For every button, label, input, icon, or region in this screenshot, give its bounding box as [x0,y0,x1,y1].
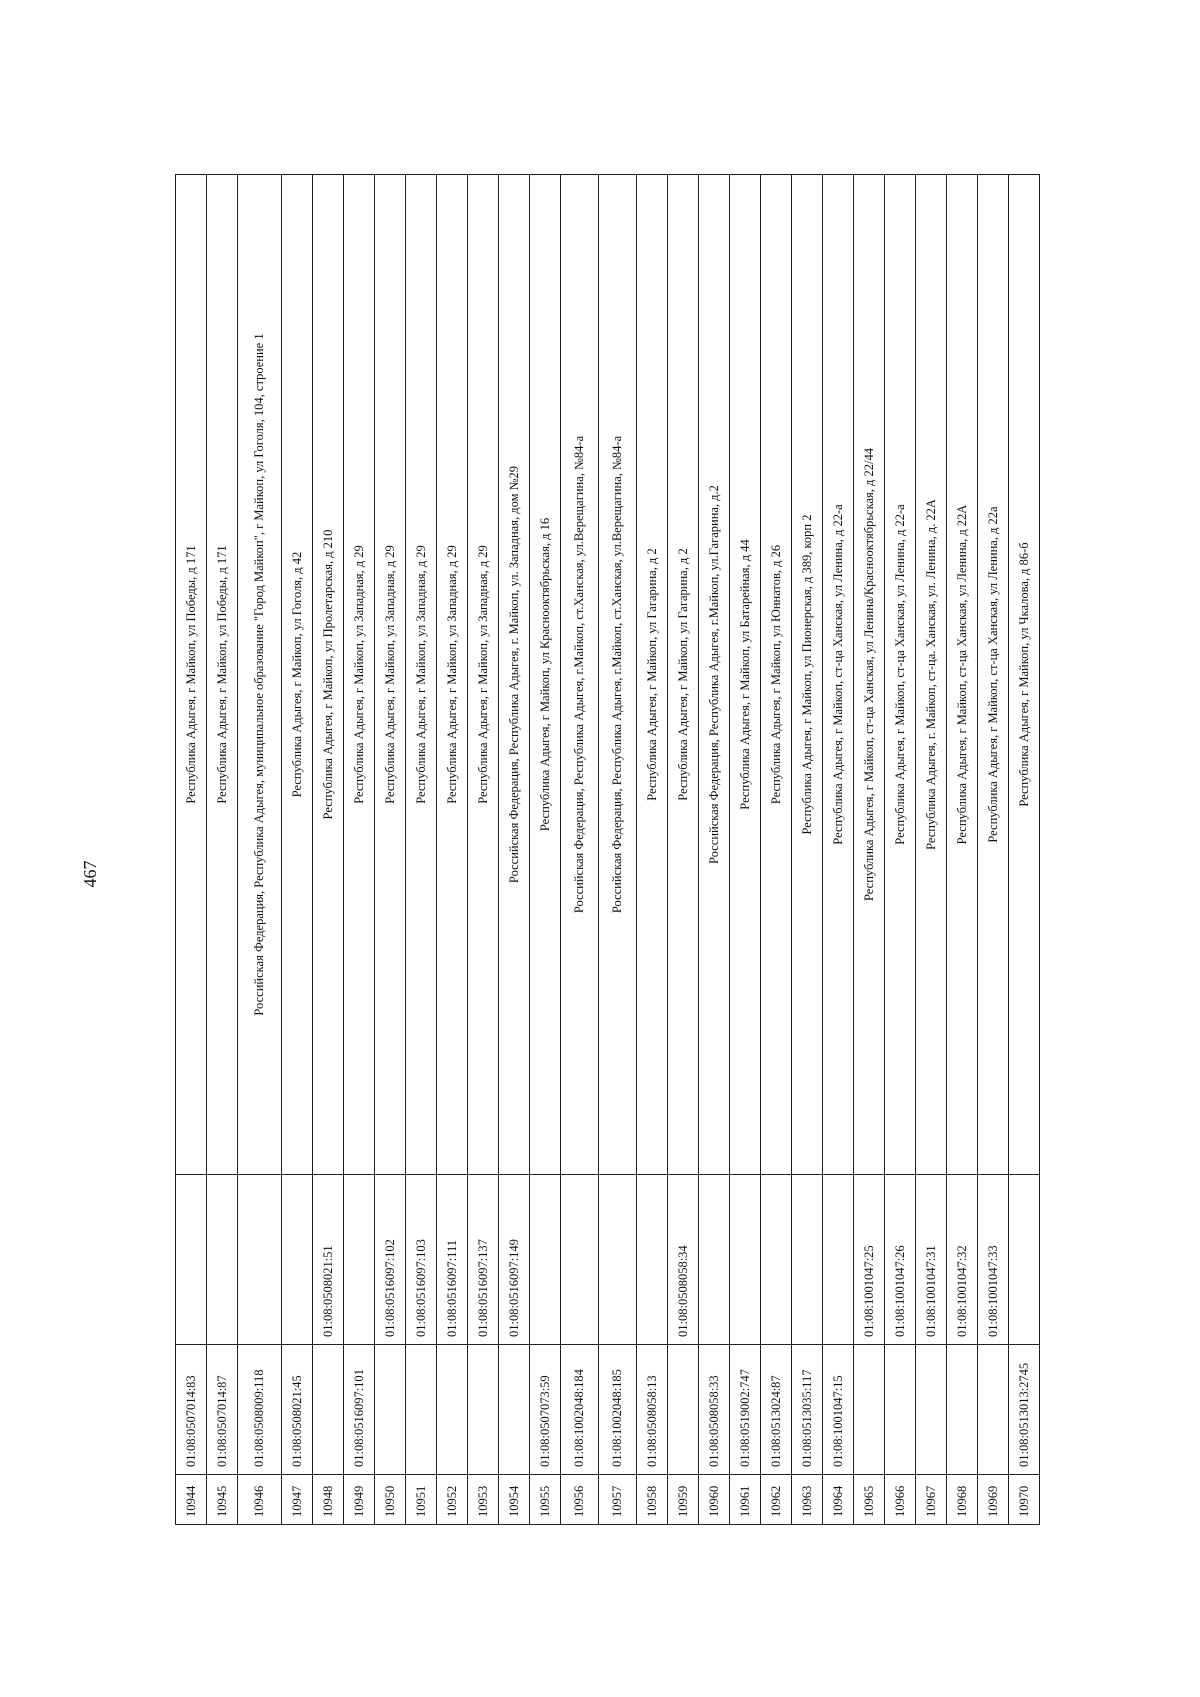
table-row [885,175,916,1525]
cadastral-number [313,1345,344,1475]
address: Республика Адыгея, г Майкоп, ст-ца Ханская, ул Ленина, д 22а [978,175,1009,1175]
table-body [176,175,1040,1525]
table-row [599,175,637,1525]
row-number: 10952 [437,1475,468,1525]
row-number: 10967 [916,1475,947,1525]
address: Республика Адыгея, г. Майкоп, ст-ца. Ханская, ул. Ленина, д. 22А [916,175,947,1175]
related-cadastral-number: 01:08:0516097:102 [375,1175,406,1345]
cadastral-number: 01:08:0519002:747 [730,1345,761,1475]
related-cadastral-number [730,1175,761,1345]
address: Республика Адыгея, г Майкоп, ул Краснооктябрьская, д 16 [530,175,561,1175]
address: Республика Адыгея, г Майкоп, ул Гагарина, д 2 [668,175,699,1175]
related-cadastral-number [238,1175,282,1345]
address: Республика Адыгея, г Майкоп, ул Западная, д 29 [406,175,437,1175]
address: Республика Адыгея, г Майкоп, ул Западная, д 29 [344,175,375,1175]
row-number: 10963 [792,1475,823,1525]
row-number: 10960 [699,1475,730,1525]
related-cadastral-number [282,1175,313,1345]
cadastral-number: 01:08:0508058:33 [699,1345,730,1475]
address: Республика Адыгея, г Майкоп, ст-ца Ханская, ул Ленина, д 22А [947,175,978,1175]
cadastral-number [406,1345,437,1475]
related-cadastral-number: 01:08:0516097:111 [437,1175,468,1345]
cadastral-number [885,1345,916,1475]
row-number: 10949 [344,1475,375,1525]
address: Республика Адыгея, г Майкоп, ул Гоголя, д 42 [282,175,313,1175]
table-row [406,175,437,1525]
row-number: 10969 [978,1475,1009,1525]
address: Республика Адыгея, г Майкоп, ст-ца Ханская, ул Ленина, д 22-а [823,175,854,1175]
table-row [854,175,885,1525]
related-cadastral-number [530,1175,561,1345]
table-row [499,175,530,1525]
table-row [668,175,699,1525]
row-number: 10968 [947,1475,978,1525]
cadastral-number: 01:08:0508058:13 [637,1345,668,1475]
address: Республика Адыгея, г Майкоп, ул Победы, д 171 [207,175,238,1175]
related-cadastral-number: 01:08:1001047:26 [885,1175,916,1345]
related-cadastral-number: 01:08:0516097:137 [468,1175,499,1345]
cadastral-number: 01:08:0513024:87 [761,1345,792,1475]
cadastral-number: 01:08:0507073:59 [530,1345,561,1475]
related-cadastral-number [792,1175,823,1345]
cadastral-number [499,1345,530,1475]
row-number: 10948 [313,1475,344,1525]
row-number: 10951 [406,1475,437,1525]
address: Республика Адыгея, г Майкоп, ст-ца Ханская, ул Ленина/Краснооктябрьская, д 22/44 [854,175,885,1175]
row-number: 10961 [730,1475,761,1525]
table-row [916,175,947,1525]
table-row [561,175,599,1525]
row-number: 10958 [637,1475,668,1525]
related-cadastral-number: 01:08:0516097:149 [499,1175,530,1345]
address: Республика Адыгея, г Майкоп, ул Победы, д 171 [176,175,207,1175]
related-cadastral-number [637,1175,668,1345]
cadastral-number: 01:08:0513013:2745 [1009,1345,1040,1475]
row-number: 10955 [530,1475,561,1525]
cadastral-number: 01:08:1002048:185 [599,1345,637,1475]
row-number: 10956 [561,1475,599,1525]
row-number: 10954 [499,1475,530,1525]
related-cadastral-number: 01:08:1001047:31 [916,1175,947,1345]
address: Республика Адыгея, г Майкоп, ул Западная, д 29 [375,175,406,1175]
row-number: 10945 [207,1475,238,1525]
row-number: 10953 [468,1475,499,1525]
related-cadastral-number: 01:08:1001047:25 [854,1175,885,1345]
table-row [375,175,406,1525]
cadastral-number: 01:08:0508021:45 [282,1345,313,1475]
related-cadastral-number [599,1175,637,1345]
address: Республика Адыгея, г Майкоп, ул Чкалова, д 86-б [1009,175,1040,1175]
row-number: 10947 [282,1475,313,1525]
related-cadastral-number [699,1175,730,1345]
table-row [530,175,561,1525]
related-cadastral-number: 01:08:1001047:32 [947,1175,978,1345]
related-cadastral-number: 01:08:1001047:33 [978,1175,1009,1345]
table-row [730,175,761,1525]
table-row [637,175,668,1525]
cadastral-number: 01:08:1001047:15 [823,1345,854,1475]
related-cadastral-number: 01:08:0516097:103 [406,1175,437,1345]
table-row [468,175,499,1525]
cadastral-number [375,1345,406,1475]
cadastral-number: 01:08:0513035:117 [792,1345,823,1475]
address: Республика Адыгея, г Майкоп, ул Западная, д 29 [437,175,468,1175]
cadastral-number [916,1345,947,1475]
table-row [207,175,238,1525]
page-number: 467 [80,860,100,888]
cadastral-number: 01:08:1002048:184 [561,1345,599,1475]
row-number: 10965 [854,1475,885,1525]
address: Российская Федерация, Республика Адыгея, г.Майкоп, ст.Ханская, ул.Верещагина, №84-а [599,175,637,1175]
related-cadastral-number [1009,1175,1040,1345]
table-row [792,175,823,1525]
cadastral-number: 01:08:0516097:101 [344,1345,375,1475]
table-row [238,175,282,1525]
address: Республика Адыгея, г Майкоп, ул Пионерская, д 389, корп 2 [792,175,823,1175]
cadastral-number: 01:08:0507014:87 [207,1345,238,1475]
related-cadastral-number [344,1175,375,1345]
row-number: 10950 [375,1475,406,1525]
address: Республика Адыгея, г Майкоп, ст-ца Ханская, ул Ленина, д 22-а [885,175,916,1175]
address: Республика Адыгея, г Майкоп, ул Гагарина, д 2 [637,175,668,1175]
row-number: 10962 [761,1475,792,1525]
related-cadastral-number [761,1175,792,1345]
row-number: 10964 [823,1475,854,1525]
row-number: 10959 [668,1475,699,1525]
address: Республика Адыгея, г Майкоп, ул Батарейная, д 44 [730,175,761,1175]
cadastral-address-table [175,174,1040,1525]
address: Российская Федерация, Республика Адыгея, муниципальное образование "Город Майкоп", г Майкоп, ул Гоголя, 104, строение 1 [238,175,282,1175]
row-number: 10944 [176,1475,207,1525]
table-row [761,175,792,1525]
table-row [823,175,854,1525]
related-cadastral-number [176,1175,207,1345]
cadastral-number [668,1345,699,1475]
cadastral-number [437,1345,468,1475]
address: Российская Федерация, Республика Адыгея, г.Майкоп, ул.Гагарина, д.2 [699,175,730,1175]
table-row [313,175,344,1525]
related-cadastral-number: 01:08:0508058:34 [668,1175,699,1345]
address: Республика Адыгея, г Майкоп, ул Пролетарская, д 210 [313,175,344,1175]
table-row [1009,175,1040,1525]
row-number: 10970 [1009,1475,1040,1525]
address: Российская Федерация, Республика Адыгея, г.Майкоп, ст.Ханская, ул.Верещагина, №84-а [561,175,599,1175]
row-number: 10966 [885,1475,916,1525]
cadastral-number: 01:08:0508009:118 [238,1345,282,1475]
cadastral-number [947,1345,978,1475]
cadastral-number [468,1345,499,1475]
address: Республика Адыгея, г Майкоп, ул Юннатов, д 26 [761,175,792,1175]
cadastral-number: 01:08:0507014:83 [176,1345,207,1475]
table-row [699,175,730,1525]
cadastral-number [978,1345,1009,1475]
table-row [176,175,207,1525]
related-cadastral-number [207,1175,238,1345]
table-row [437,175,468,1525]
table-row [282,175,313,1525]
row-number: 10946 [238,1475,282,1525]
related-cadastral-number: 01:08:0508021:51 [313,1175,344,1345]
related-cadastral-number [561,1175,599,1345]
address: Республика Адыгея, г Майкоп, ул Западная, д 29 [468,175,499,1175]
table-row [947,175,978,1525]
address: Российская Федерация, Республика Адыгея, г. Майкоп, ул. Западная, дом №29 [499,175,530,1175]
table-row [978,175,1009,1525]
table-row [344,175,375,1525]
rotated-table-wrapper [175,175,1075,1525]
related-cadastral-number [823,1175,854,1345]
cadastral-number [854,1345,885,1475]
row-number: 10957 [599,1475,637,1525]
